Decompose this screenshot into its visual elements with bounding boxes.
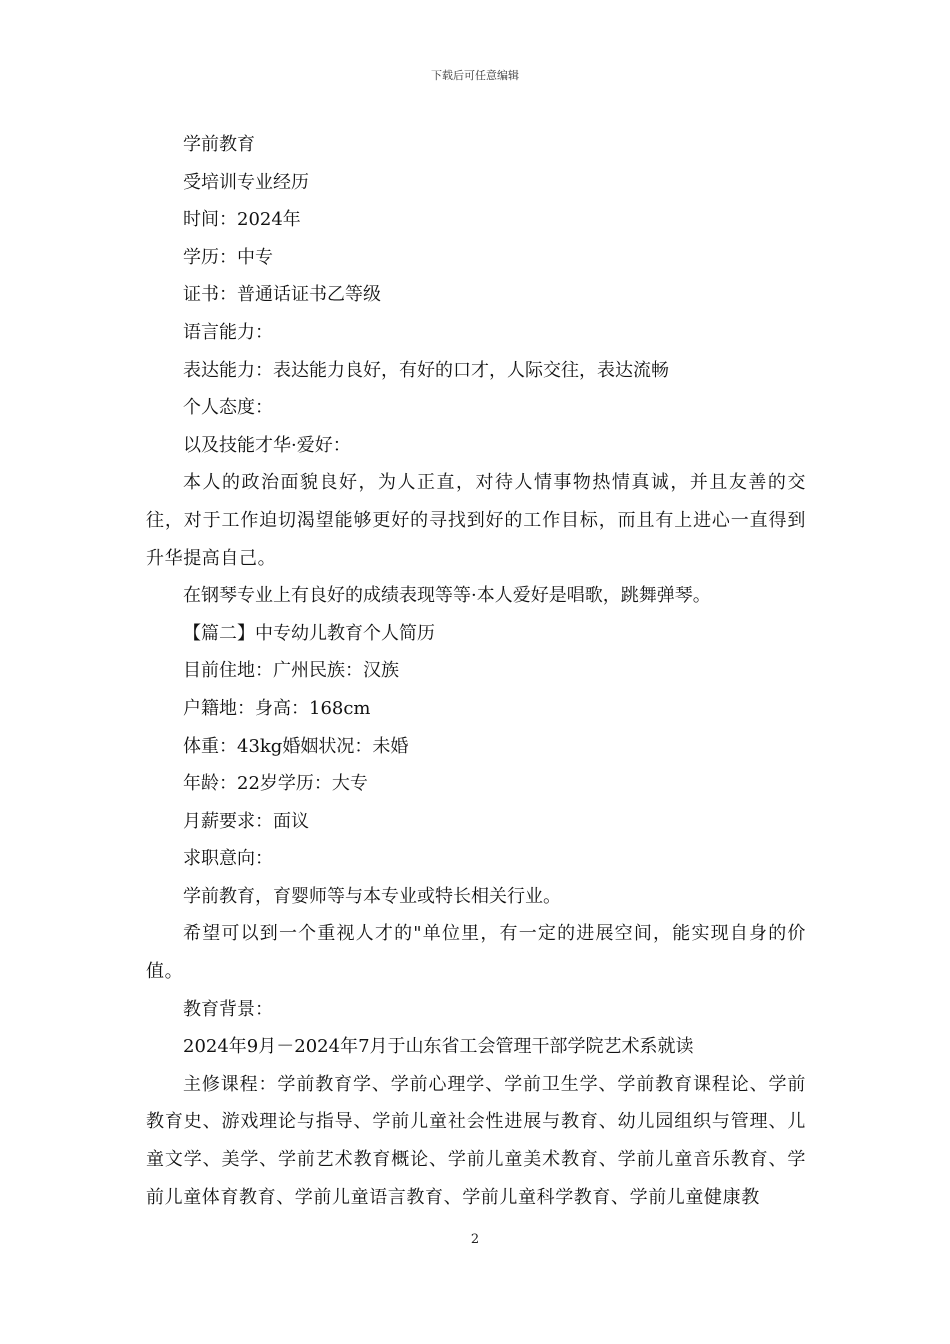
section-two-title: 【篇二】中专幼儿教育个人简历 [183,622,435,644]
weight-marital: 体重：43kg婚姻状况：未婚 [183,735,409,757]
main-courses-paragraph: 主修课程：学前教育学、学前心理学、学前卫生学、学前教育课程论、学前教育史、游戏理论与指导、学前儿童社会性进展与教育、幼儿园组织与管理、儿童文学、美学、学前艺术教育概论、学前儿童美术教育、学前儿童音乐教育、学前儿童体育教育、学前儿童语言教育、学前儿童科学教育、学前儿童健康教 [146,1073,806,1208]
section-title: 学前教育 [183,134,255,155]
education-period: 2024年9月－2024年7月于山东省工会管理干部学院艺术系就读 [183,1036,694,1058]
job-intention-heading: 求职意向： [183,848,273,870]
page-number: 2 [470,1232,480,1247]
training-heading: 受培训专业经历 [183,171,309,193]
personal-attitude: 个人态度： [183,397,273,419]
training-time: 时间：2024年 [183,209,301,231]
job-intention: 学前教育，育婴师等与本专业或特长相关行业。 [183,885,561,907]
self-evaluation-paragraph: 本人的政治面貌良好，为人正直，对待人情事物热情真诚，并且友善的交往，对于工作迫切渴望能够更好的寻找到好的工作目标，而且有上进心一直得到升华提高自己。 [146,472,806,569]
age-education: 年龄：22岁学历：大专 [183,773,368,795]
page-header-note: 下载后可任意编辑 [431,69,519,82]
expression-ability: 表达能力：表达能力良好，有好的口才，人际交往，表达流畅 [183,359,669,381]
training-education: 学历：中专 [183,246,273,268]
piano-hobby: 在钢琴专业上有良好的成绩表现等等·本人爱好是唱歌，跳舞弹琴。 [183,585,711,607]
residence-ethnicity: 目前住地：广州民族：汉族 [183,660,399,682]
training-certificate: 证书：普通话证书乙等级 [183,284,381,306]
salary-requirement: 月薪要求：面议 [183,810,309,832]
hope-paragraph: 希望可以到一个重视人才的"单位里，有一定的进展空间，能实现自身的价值。 [146,923,806,983]
skills-hobbies: 以及技能才华·爱好： [183,434,351,456]
education-background-heading: 教育背景： [183,998,273,1020]
hometown-height: 户籍地：身高：168cm [183,697,371,719]
language-ability: 语言能力： [183,321,273,343]
document-body [146,126,806,1216]
